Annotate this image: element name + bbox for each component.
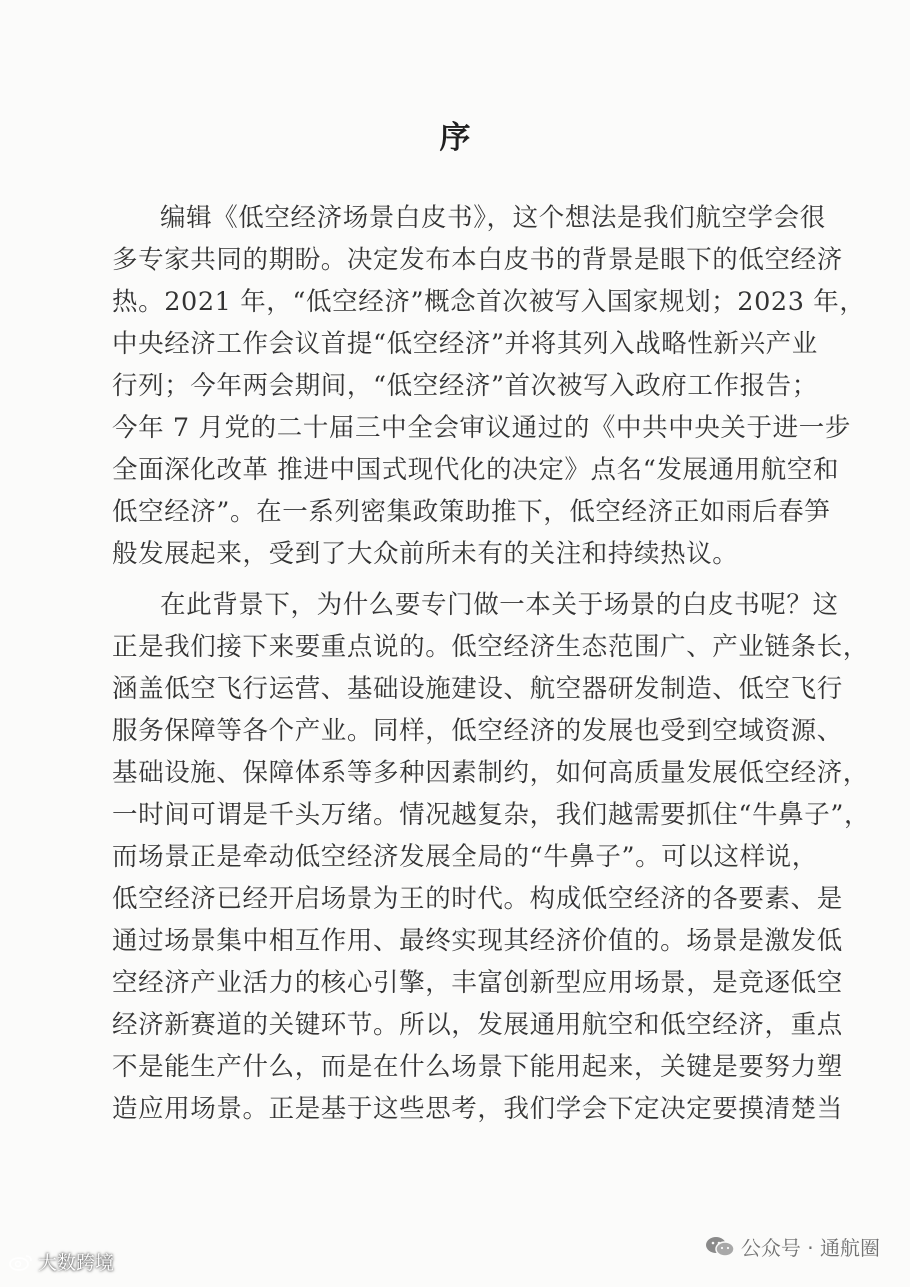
text-line: 行列；今年两会期间，“低空经济”首次被写入政府工作报告； <box>112 371 818 401</box>
text-line: 基础设施、保障体系等多种因素制约，如何高质量发展低空经济， <box>112 758 869 788</box>
text-line: 在此背景下，为什么要专门做一本关于场景的白皮书呢？这 <box>160 590 839 620</box>
watermark-wechat <box>705 1232 880 1261</box>
text-line: 一时间可谓是千头万绪。情况越复杂，我们越需要抓住“牛鼻子”， <box>112 800 871 830</box>
text-line: 多专家共同的期盼。决定发布本白皮书的背景是眼下的低空经济 <box>112 245 843 275</box>
text-line: 编辑《低空经济场景白皮书》，这个想法是我们航空学会很 <box>160 203 826 233</box>
wechat-icon <box>705 1236 735 1258</box>
text-line: 今年 7 月党的二十届三中全会审议通过的《中共中央关于进一步 <box>112 413 851 443</box>
text-line: 不是能生产什么，而是在什么场景下能用起来，关键是要努力塑 <box>112 1052 843 1082</box>
text-line: 般发展起来，受到了大众前所未有的关注和持续热议。 <box>112 539 739 569</box>
text-line: 全面深化改革 推进中国式现代化的决定》点名“发展通用航空和 <box>112 455 840 485</box>
text-line: 空经济产业活力的核心引擎，丰富创新型应用场景，是竞逐低空 <box>112 968 843 998</box>
text-line: 通过场景集中相互作用、最终实现其经济价值的。场景是激发低 <box>112 926 843 956</box>
weibo-icon <box>8 1253 34 1271</box>
text-line: 服务保障等各个产业。同样，低空经济的发展也受到空域资源、 <box>112 716 843 746</box>
text-line: 正是我们接下来要重点说的。低空经济生态范围广、产业链条长， <box>112 632 869 662</box>
text-line: 涵盖低空飞行运营、基础设施建设、航空器研发制造、低空飞行 <box>112 674 843 704</box>
watermark-weibo <box>8 1248 114 1275</box>
text-line: 低空经济已经开启场景为王的时代。构成低空经济的各要素、是 <box>112 884 843 914</box>
text-line: 中央经济工作会议首提“低空经济”并将其列入战略性新兴产业 <box>112 329 818 359</box>
text-line: 而场景正是牵动低空经济发展全局的“牛鼻子”。可以这样说， <box>112 842 818 872</box>
text-line: 热。2021 年，“低空经济”概念首次被写入国家规划；2023 年， <box>112 287 866 317</box>
text-line: 经济新赛道的关键环节。所以，发展通用航空和低空经济，重点 <box>112 1010 843 1040</box>
watermark-left-text: 大数跨境 <box>38 1252 115 1274</box>
page-title: 序 <box>439 120 471 156</box>
text-line: 造应用场景。正是基于这些思考，我们学会下定决定要摸清楚当 <box>112 1094 843 1124</box>
text-line: 低空经济”。在一系列密集政策助推下，低空经济正如雨后春笋 <box>112 497 831 527</box>
watermark-text: 公众号 · 通航圈 <box>740 1236 880 1260</box>
